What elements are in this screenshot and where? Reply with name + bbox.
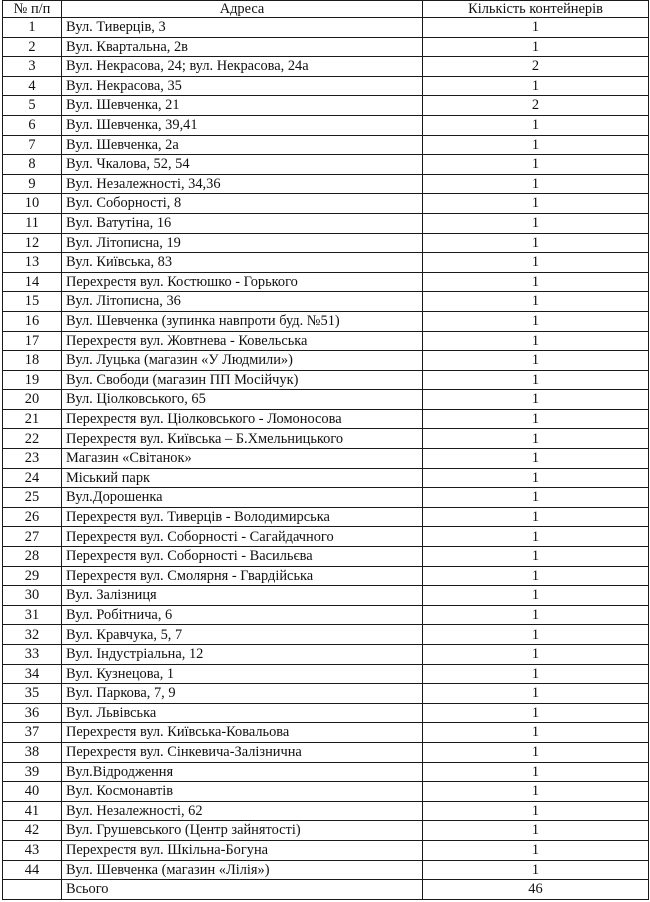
table-row <box>3 468 649 488</box>
row-number: 15 <box>3 292 62 312</box>
row-container-count: 1 <box>423 292 649 312</box>
table-row <box>3 507 649 527</box>
row-container-count: 2 <box>423 57 649 77</box>
row-container-count: 1 <box>423 194 649 214</box>
row-number: 40 <box>3 782 62 802</box>
table-body <box>3 18 649 880</box>
row-address: Перехрестя вул. Смолярня - Гвардійська <box>62 566 423 586</box>
row-container-count: 1 <box>423 664 649 684</box>
row-container-count: 1 <box>423 135 649 155</box>
table-row <box>3 409 649 429</box>
table-row <box>3 57 649 77</box>
row-address: Вул. Шевченка, 39,41 <box>62 115 423 135</box>
row-container-count: 1 <box>423 703 649 723</box>
table-row <box>3 703 649 723</box>
row-address: Перехрестя вул. Київська – Б.Хмельницького <box>62 429 423 449</box>
table-row <box>3 96 649 116</box>
table-row <box>3 742 649 762</box>
row-number: 2 <box>3 37 62 57</box>
row-container-count: 1 <box>423 605 649 625</box>
row-number: 10 <box>3 194 62 214</box>
row-address: Перехрестя вул. Жовтнева - Ковельська <box>62 331 423 351</box>
row-number: 31 <box>3 605 62 625</box>
row-number: 13 <box>3 253 62 273</box>
table-row <box>3 762 649 782</box>
table-row <box>3 390 649 410</box>
table-row <box>3 351 649 371</box>
row-container-count: 1 <box>423 449 649 469</box>
row-number: 33 <box>3 645 62 665</box>
table-row <box>3 76 649 96</box>
row-number: 20 <box>3 390 62 410</box>
row-number: 27 <box>3 527 62 547</box>
row-container-count: 1 <box>423 840 649 860</box>
row-address: Вул. Квартальна, 2в <box>62 37 423 57</box>
row-address: Вул. Шевченка (зупинка навпроти буд. №51) <box>62 311 423 331</box>
row-container-count: 1 <box>423 18 649 38</box>
row-address: Вул.Дорошенка <box>62 488 423 508</box>
row-address: Перехрестя вул. Соборності - Сагайдачного <box>62 527 423 547</box>
row-number: 8 <box>3 155 62 175</box>
table-row <box>3 625 649 645</box>
row-address: Вул. Кравчука, 5, 7 <box>62 625 423 645</box>
row-container-count: 1 <box>423 213 649 233</box>
table-row <box>3 18 649 38</box>
row-container-count: 1 <box>423 860 649 880</box>
row-address: Перехрестя вул. Київська-Ковальова <box>62 723 423 743</box>
row-container-count: 1 <box>423 801 649 821</box>
row-number: 23 <box>3 449 62 469</box>
table-row <box>3 723 649 743</box>
row-address: Вул. Шевченка, 2а <box>62 135 423 155</box>
table-row <box>3 840 649 860</box>
row-address: Вул. Робітнича, 6 <box>62 605 423 625</box>
table-row <box>3 645 649 665</box>
row-number: 25 <box>3 488 62 508</box>
row-container-count: 1 <box>423 409 649 429</box>
table-row <box>3 253 649 273</box>
table-row <box>3 547 649 567</box>
row-number: 43 <box>3 840 62 860</box>
table-row <box>3 311 649 331</box>
table-row <box>3 449 649 469</box>
row-number: 21 <box>3 409 62 429</box>
row-address: Перехрестя вул. Соборності - Васильєва <box>62 547 423 567</box>
row-number: 14 <box>3 272 62 292</box>
row-container-count: 1 <box>423 331 649 351</box>
row-address: Вул. Космонавтів <box>62 782 423 802</box>
row-number: 38 <box>3 742 62 762</box>
row-address: Перехрестя вул. Тиверців - Володимирська <box>62 507 423 527</box>
total-label: Всього <box>62 880 423 900</box>
table-row <box>3 370 649 390</box>
total-count: 46 <box>423 880 649 900</box>
row-container-count: 1 <box>423 782 649 802</box>
table-row <box>3 331 649 351</box>
row-number: 9 <box>3 174 62 194</box>
row-container-count: 1 <box>423 272 649 292</box>
header-container-count: Кількість контейнерів <box>423 1 649 18</box>
table-row <box>3 155 649 175</box>
table-row <box>3 664 649 684</box>
row-container-count: 1 <box>423 253 649 273</box>
row-number: 17 <box>3 331 62 351</box>
row-address: Вул. Київська, 83 <box>62 253 423 273</box>
table-row <box>3 782 649 802</box>
row-container-count: 1 <box>423 174 649 194</box>
row-address: Вул. Грушевського (Центр зайнятості) <box>62 821 423 841</box>
row-container-count: 1 <box>423 370 649 390</box>
table-row <box>3 135 649 155</box>
row-address: Вул. Ватутіна, 16 <box>62 213 423 233</box>
row-number: 16 <box>3 311 62 331</box>
row-address: Вул. Некрасова, 35 <box>62 76 423 96</box>
row-container-count: 1 <box>423 155 649 175</box>
table-row <box>3 272 649 292</box>
row-address: Вул. Незалежності, 62 <box>62 801 423 821</box>
table-row <box>3 488 649 508</box>
containers-table <box>2 0 649 900</box>
row-number: 7 <box>3 135 62 155</box>
row-number: 4 <box>3 76 62 96</box>
row-container-count: 1 <box>423 527 649 547</box>
table-row <box>3 213 649 233</box>
row-address: Перехрестя вул. Сінкевича-Залізнична <box>62 742 423 762</box>
table-row <box>3 586 649 606</box>
row-address: Вул. Шевченка, 21 <box>62 96 423 116</box>
row-address: Вул. Некрасова, 24; вул. Некрасова, 24а <box>62 57 423 77</box>
row-number: 18 <box>3 351 62 371</box>
row-container-count: 1 <box>423 429 649 449</box>
table-row <box>3 605 649 625</box>
header-address: Адреса <box>62 1 423 18</box>
row-container-count: 1 <box>423 311 649 331</box>
row-container-count: 1 <box>423 468 649 488</box>
row-container-count: 1 <box>423 507 649 527</box>
row-address: Вул. Львівська <box>62 703 423 723</box>
row-container-count: 2 <box>423 96 649 116</box>
row-container-count: 1 <box>423 115 649 135</box>
row-address: Вул. Тиверців, 3 <box>62 18 423 38</box>
row-number: 41 <box>3 801 62 821</box>
row-number: 42 <box>3 821 62 841</box>
row-container-count: 1 <box>423 547 649 567</box>
row-address: Вул. Незалежності, 34,36 <box>62 174 423 194</box>
row-number: 28 <box>3 547 62 567</box>
row-number: 44 <box>3 860 62 880</box>
table-row <box>3 684 649 704</box>
row-container-count: 1 <box>423 742 649 762</box>
row-address: Вул. Шевченка (магазин «Лілія») <box>62 860 423 880</box>
row-number: 34 <box>3 664 62 684</box>
row-address: Вул. Чкалова, 52, 54 <box>62 155 423 175</box>
table-header-row <box>3 1 649 18</box>
row-container-count: 1 <box>423 37 649 57</box>
table-row <box>3 233 649 253</box>
row-number: 29 <box>3 566 62 586</box>
row-number: 3 <box>3 57 62 77</box>
row-number: 6 <box>3 115 62 135</box>
row-number: 24 <box>3 468 62 488</box>
table-row <box>3 292 649 312</box>
row-address: Вул. Соборності, 8 <box>62 194 423 214</box>
row-container-count: 1 <box>423 762 649 782</box>
row-container-count: 1 <box>423 233 649 253</box>
row-number: 11 <box>3 213 62 233</box>
row-number: 19 <box>3 370 62 390</box>
row-address: Вул. Ціолковського, 65 <box>62 390 423 410</box>
row-container-count: 1 <box>423 723 649 743</box>
row-address: Вул. Літописна, 19 <box>62 233 423 253</box>
row-address: Перехрестя вул. Ціолковського - Ломоносова <box>62 409 423 429</box>
table-row <box>3 194 649 214</box>
row-number: 5 <box>3 96 62 116</box>
row-container-count: 1 <box>423 684 649 704</box>
row-address: Вул. Луцька (магазин «У Людмили») <box>62 351 423 371</box>
row-number: 37 <box>3 723 62 743</box>
row-container-count: 1 <box>423 821 649 841</box>
table-row <box>3 566 649 586</box>
row-address: Вул. Кузнецова, 1 <box>62 664 423 684</box>
row-address: Вул. Залізниця <box>62 586 423 606</box>
row-number: 12 <box>3 233 62 253</box>
row-address: Вул. Паркова, 7, 9 <box>62 684 423 704</box>
table-row <box>3 115 649 135</box>
table-row <box>3 801 649 821</box>
total-row <box>3 880 649 900</box>
row-container-count: 1 <box>423 76 649 96</box>
row-container-count: 1 <box>423 586 649 606</box>
row-address: Вул. Свободи (магазин ПП Мосійчук) <box>62 370 423 390</box>
row-address: Вул. Індустріальна, 12 <box>62 645 423 665</box>
table-row <box>3 821 649 841</box>
table-row <box>3 860 649 880</box>
row-address: Перехрестя вул. Шкільна-Богуна <box>62 840 423 860</box>
row-number: 26 <box>3 507 62 527</box>
total-number-cell <box>3 880 62 900</box>
row-container-count: 1 <box>423 488 649 508</box>
row-address: Міський парк <box>62 468 423 488</box>
table-row <box>3 37 649 57</box>
row-container-count: 1 <box>423 625 649 645</box>
row-number: 22 <box>3 429 62 449</box>
row-number: 30 <box>3 586 62 606</box>
row-address: Вул. Літописна, 36 <box>62 292 423 312</box>
row-container-count: 1 <box>423 645 649 665</box>
row-container-count: 1 <box>423 351 649 371</box>
row-number: 1 <box>3 18 62 38</box>
row-number: 36 <box>3 703 62 723</box>
row-number: 32 <box>3 625 62 645</box>
row-address: Вул.Відродження <box>62 762 423 782</box>
row-container-count: 1 <box>423 390 649 410</box>
header-number: № п/п <box>3 1 62 18</box>
row-address: Магазин «Світанок» <box>62 449 423 469</box>
row-address: Перехрестя вул. Костюшко - Горького <box>62 272 423 292</box>
row-container-count: 1 <box>423 566 649 586</box>
table-row <box>3 174 649 194</box>
row-number: 35 <box>3 684 62 704</box>
table-row <box>3 429 649 449</box>
row-number: 39 <box>3 762 62 782</box>
table-row <box>3 527 649 547</box>
